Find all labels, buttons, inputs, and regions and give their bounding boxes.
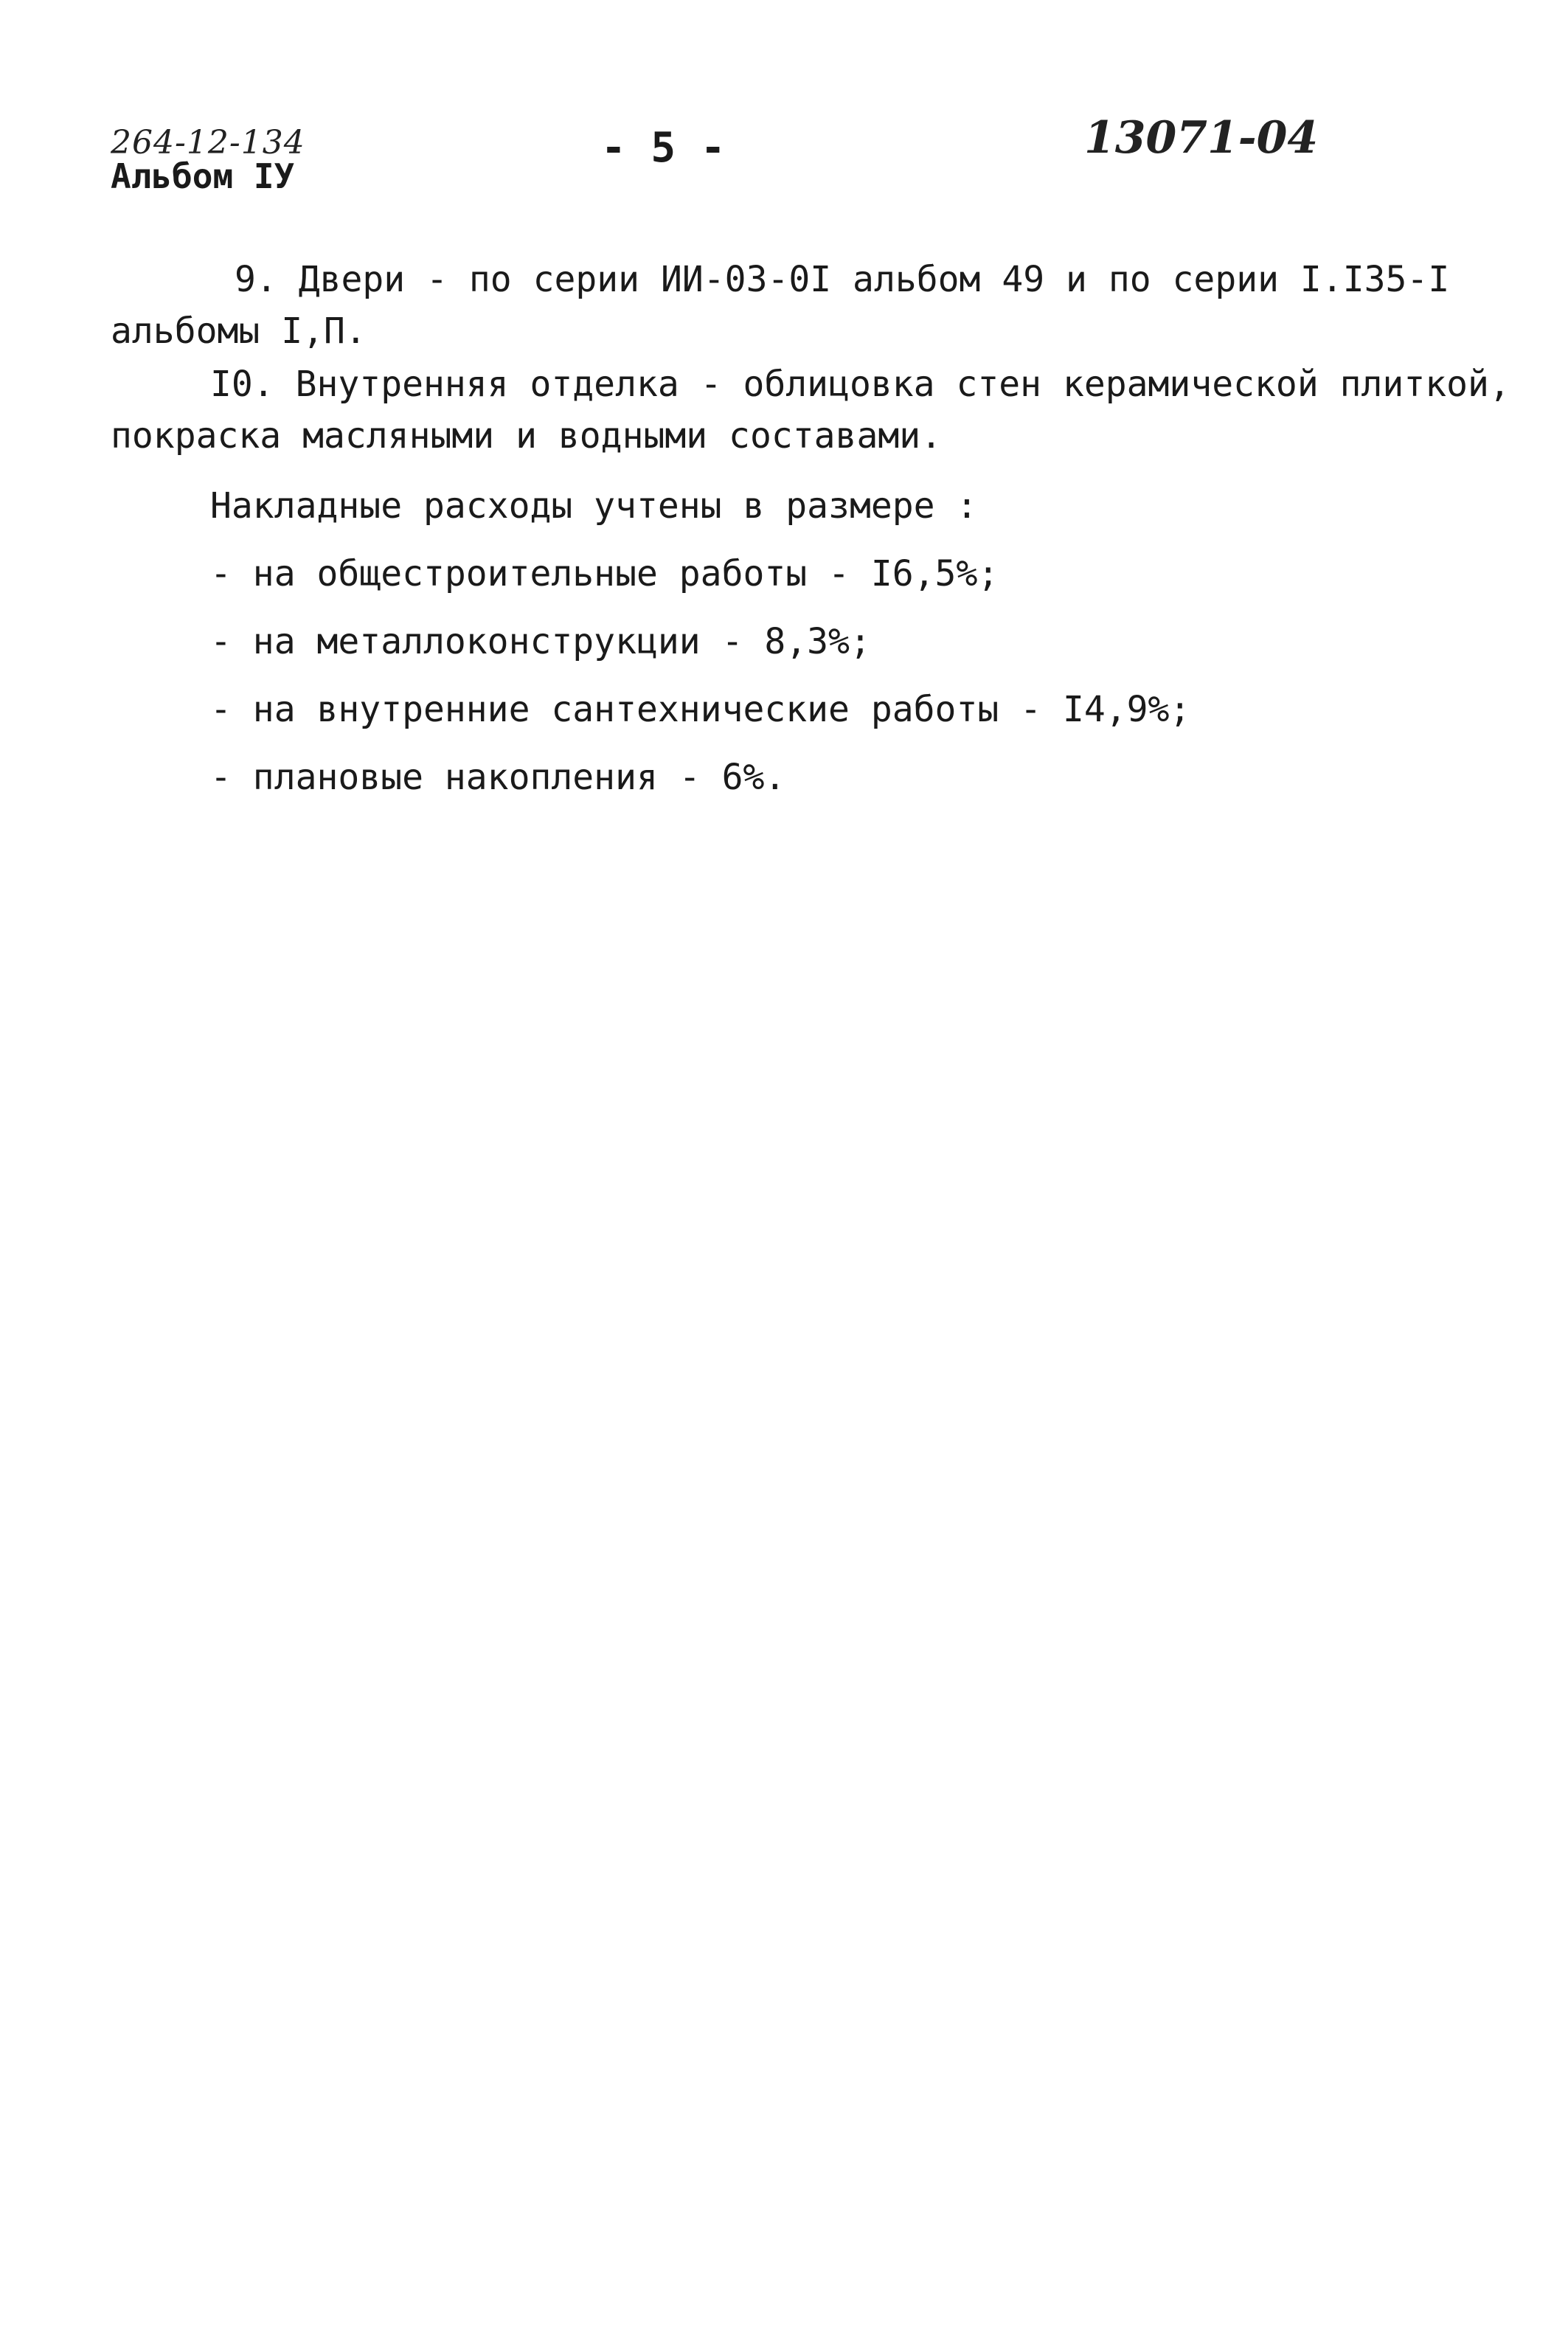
overhead-intro: Накладные расходы учтены в размере : [210,485,978,527]
overhead-item-general: - на общестроительные работы - I6,5%; [210,553,999,594]
item-9-line-1: 9. Двери - по серии ИИ-03-0I альбом 49 и по серии I.I35-I [235,259,1450,300]
overhead-item-plumbing: - на внутренние сантехнические работы - I4,9%; [210,689,1191,730]
item-9-line-2: альбомы I,П. [111,311,367,352]
item-10-line-2: покраска масляными и водными составами. [111,415,943,457]
document-code: 264-12-134 [111,124,305,162]
overhead-item-metal: - на металлоконструкции - 8,3%; [210,621,871,662]
album-label: Альбом IУ [111,156,295,196]
stamp-number: 13071-04 [1084,112,1319,164]
page-number: - 5 - [601,124,726,172]
overhead-item-savings: - плановые накопления - 6%. [210,757,786,798]
item-10-line-1: I0. Внутренняя отделка - облицовка стен керамической плиткой, [210,364,1510,405]
